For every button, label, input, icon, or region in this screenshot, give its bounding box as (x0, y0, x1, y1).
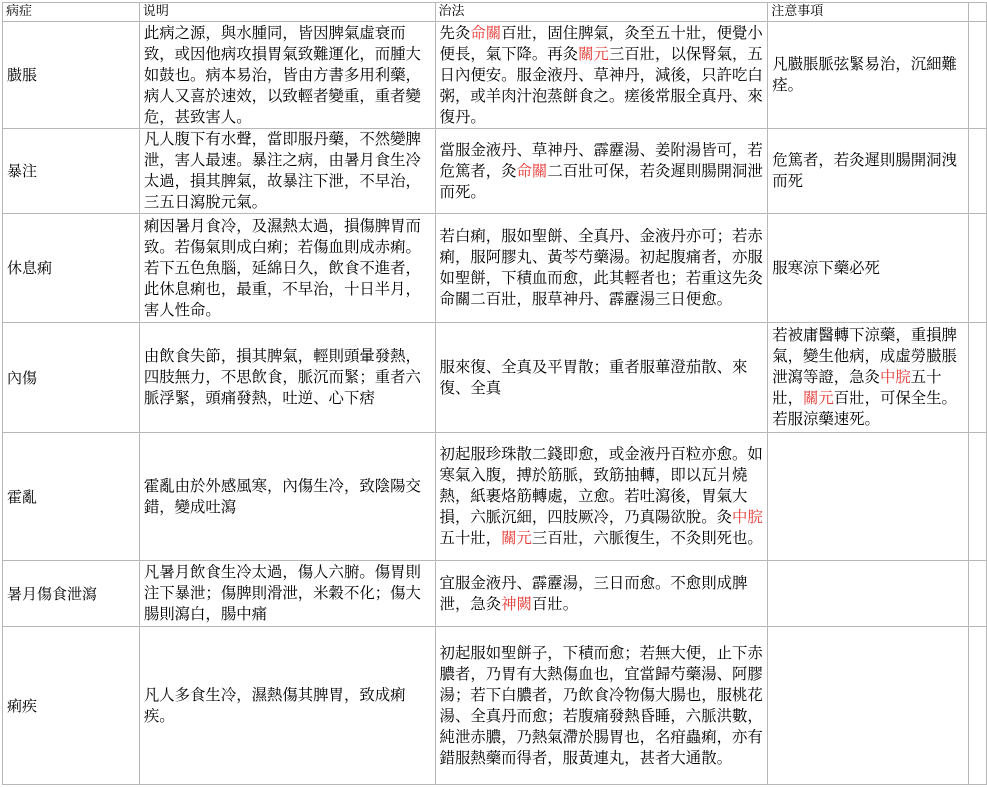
condition-cell[interactable]: 休息痢 (3, 214, 140, 323)
text-run: 若白痢，服如聖餅、全真丹、金液丹亦可；若赤痢，服阿膠丸、黃芩芍藥湯。初起腹痛者，亦服如聖餅，下積血而愈，此其輕者也；若重这先灸命關二百壯，服草神丹、霹靂湯三日便愈。 (439, 227, 763, 308)
notes-cell[interactable] (768, 22, 969, 129)
empty-cell[interactable] (968, 561, 986, 627)
empty-cell[interactable] (968, 22, 986, 129)
text-run: 當服金液丹、草神丹、霹靂湯、姜附湯皆可，若危篤者，灸 (439, 140, 763, 180)
empty-cell[interactable] (968, 433, 986, 561)
description-cell[interactable]: 此病之源，與水腫同，皆因脾氣虛衰而致，或因他病攻損胃氣致難運化，而腫大如鼓也。病本易治，皆由方書多用利藥，病人又喜於速效，以致輕者變重，重者變危，甚致害人。 (139, 22, 435, 129)
text-run: 五十壯， (439, 529, 502, 547)
text-run: 初起服如聖餅子，下積而愈；若無大便，止下赤膿者，乃胃有大熱傷血也，宜當歸芍藥湯、阿膠湯；若下白膿者，乃飲食冷物傷大腸也，服桃花湯、全真丹而愈；若腹痛發熱昏睡，六脈洪數，純泄赤膿，乃熱氣滯於腸胃也，名疳蟲痢，亦有錯服熱藥而得者，服黃連丸，甚者大通散。 (439, 643, 763, 767)
notes-cell[interactable] (768, 129, 969, 214)
description-cell[interactable]: 凡人多食生冷，濕熱傷其脾胃，致成痢疾。 (139, 627, 435, 785)
text-run: 三百壯，以保腎氣，五日內便安。服金液丹、草神丹，減後，只許吃白粥，或羊肉汁泡蒸餅食之。瘥後常服全真丹、來復丹。 (439, 44, 763, 126)
acupoint-highlight: 中脘 (731, 508, 763, 526)
acupoint-highlight: 關元 (802, 389, 834, 407)
acupoint-highlight: 關元 (578, 44, 609, 63)
condition-cell[interactable]: 暴注 (3, 129, 140, 214)
condition-cell[interactable]: 內傷 (3, 323, 140, 433)
treatment-cell[interactable] (435, 129, 768, 214)
condition-cell[interactable]: 霍亂 (3, 433, 140, 561)
table-row (3, 433, 987, 561)
header-row (3, 3, 987, 22)
treatment-cell[interactable] (435, 22, 768, 129)
acupoint-highlight: 命關 (470, 23, 502, 42)
text-run: 百壯，可保全生。若服涼藥速死。 (772, 389, 957, 428)
header-cell-notes[interactable]: 注意事項 (768, 3, 969, 22)
text-run: 百壯。 (531, 594, 579, 613)
header-cell-description[interactable]: 说明 (139, 3, 435, 22)
data-table (2, 2, 987, 785)
table-row (3, 561, 987, 627)
table-row (3, 129, 987, 214)
treatment-cell[interactable] (435, 627, 768, 785)
acupoint-highlight: 關元 (501, 529, 532, 547)
text-run: 五十壯， (772, 368, 942, 407)
table-row (3, 323, 987, 433)
text-run: 若被庸醫轉下涼藥，重損脾氣，變生他病，成虛勞臌脹泄瀉等證，急灸 (772, 326, 957, 386)
notes-cell[interactable] (768, 323, 969, 433)
text-run: 三百壯，六脈復生，不灸則死也。 (531, 529, 763, 547)
table-row (3, 214, 987, 323)
acupoint-highlight: 命關 (516, 161, 548, 180)
text-run: 服來復、全真及平胃散；重者服蓽澄茄散、來復、全真 (439, 357, 748, 397)
empty-cell[interactable] (968, 323, 986, 433)
description-cell[interactable]: 由飲食失節，損其脾氣，輕則頭暈發熱，四肢無力，不思飲食，脈沉而緊；重者六脈浮緊，頭痛發熱，吐逆、心下痞 (139, 323, 435, 433)
text-run: 服寒涼下藥必死 (772, 258, 880, 277)
condition-cell[interactable]: 暑月傷食泄瀉 (3, 561, 140, 627)
treatment-cell[interactable] (435, 323, 768, 433)
text-run: 宜服金液丹、霹靂湯，三日而愈。不愈則成脾泄，急灸 (439, 573, 748, 613)
description-cell[interactable]: 凡暑月飲食生冷太過，傷人六腑。傷胃則注下暴泄；傷脾則滑泄，米穀不化；傷大腸則瀉白，腸中痛 (139, 561, 435, 627)
condition-cell[interactable]: 痢疾 (3, 627, 140, 785)
acupoint-highlight: 神闕 (501, 594, 532, 613)
notes-cell[interactable] (768, 627, 969, 785)
header-cell-treatment[interactable]: 治法 (435, 3, 768, 22)
notes-cell[interactable] (768, 561, 969, 627)
table-row (3, 22, 987, 129)
notes-cell[interactable] (768, 214, 969, 323)
text-run: 先灸 (439, 23, 471, 42)
empty-cell[interactable] (968, 214, 986, 323)
condition-cell[interactable]: 臌脹 (3, 22, 140, 129)
text-run: 百壯，固住脾氣，灸至五十壯，便覺小便長，氣下降。再灸 (439, 23, 763, 63)
text-run: 初起服珍珠散二錢即愈，或金液丹百粒亦愈。如寒氣入腹，搏於筋脈，致筋抽轉，即以瓦爿燒熱，紙裹烙筋轉處，立愈。若吐瀉後，胃氣大損，六脈沉細，四肢厥冷，乃真陽欲脫。灸 (439, 445, 763, 526)
treatment-cell[interactable] (435, 214, 768, 323)
description-cell[interactable]: 痢因暑月食冷，及濕熱太過，損傷脾胃而致。若傷氣則成白痢；若傷血則成赤痢。若下五色魚腦，延綿日久，飲食不進者，此休息痢也，最重，不早治，十日半月，害人性命。 (139, 214, 435, 323)
empty-cell[interactable] (968, 627, 986, 785)
table-row (3, 627, 987, 785)
text-run: 危篤者，若灸遲則腸開洞洩而死 (772, 151, 957, 190)
empty-cell[interactable] (968, 129, 986, 214)
description-cell[interactable]: 霍亂由於外感風寒，內傷生冷，致陰陽交錯，變成吐瀉 (139, 433, 435, 561)
text-run: 凡臌脹脈弦緊易治，沉細難痊。 (772, 55, 957, 94)
acupoint-highlight: 中脘 (879, 368, 911, 386)
description-cell[interactable]: 凡人腹下有水聲，當即服丹藥，不然變脾泄，害人最速。暴注之病，由暑月食生冷太過，損其脾氣，故暴注下泄，不早治，三五日瀉脫元氣。 (139, 129, 435, 214)
notes-cell[interactable] (768, 433, 969, 561)
treatment-cell[interactable] (435, 561, 768, 627)
treatment-cell[interactable] (435, 433, 768, 561)
text-run: 二百壯可保，若灸遲則腸開洞泄而死。 (439, 161, 763, 201)
empty-cell[interactable] (968, 3, 986, 22)
header-cell-condition[interactable]: 病症 (3, 3, 140, 22)
